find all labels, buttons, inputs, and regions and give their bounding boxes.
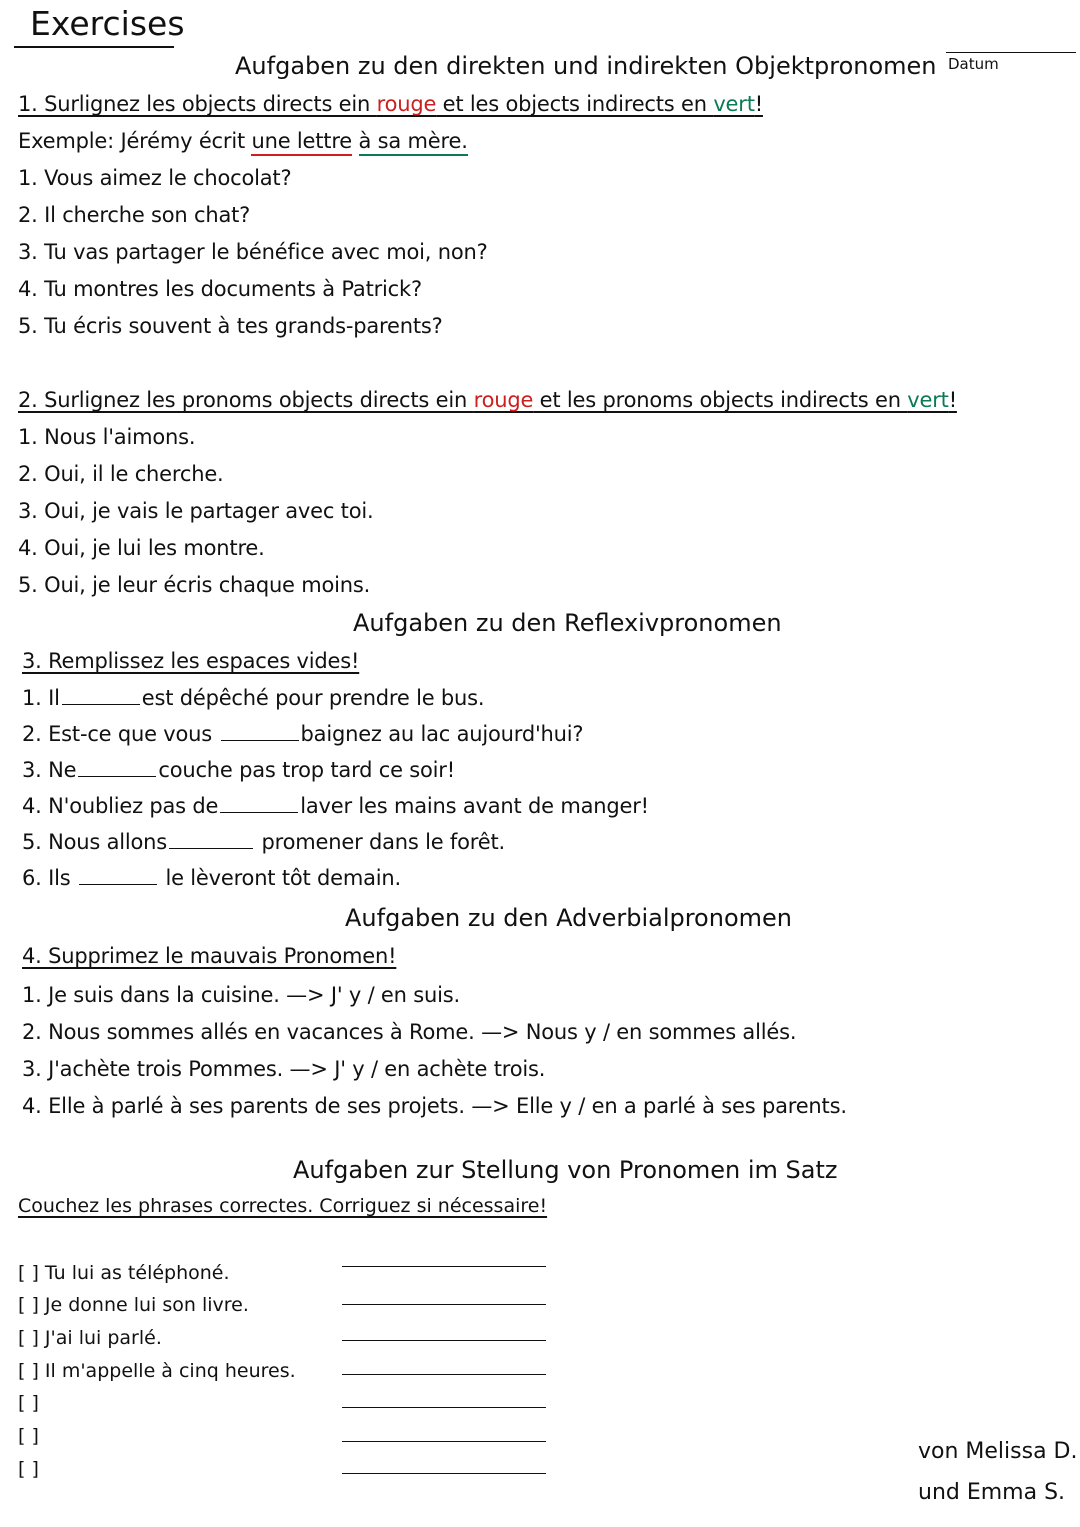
ex1-instr-red: rouge bbox=[376, 92, 437, 116]
ex1-item: 2. Il cherche son chat? bbox=[18, 203, 251, 227]
example-direct-object: une lettre bbox=[251, 129, 352, 156]
ex2-instruction bbox=[18, 388, 957, 412]
title-underline bbox=[14, 46, 174, 48]
fill-blank[interactable] bbox=[78, 760, 156, 777]
ex1-item: 1. Vous aimez le chocolat? bbox=[18, 166, 292, 190]
ex1-instr-end: ! bbox=[754, 92, 763, 116]
fill-blank[interactable] bbox=[62, 688, 140, 705]
ex2-instr-green: vert bbox=[907, 388, 949, 412]
ex2-item: 4. Oui, je lui les montre. bbox=[18, 536, 265, 560]
example-prefix: Exemple: Jérémy écrit bbox=[18, 129, 252, 153]
ex3-item bbox=[22, 866, 401, 890]
ex4-item: 3. J'achète trois Pommes. —> J' y / en achète trois. bbox=[22, 1057, 546, 1081]
ex5-item[interactable]: [ ] bbox=[18, 1425, 39, 1447]
ex3-item bbox=[22, 686, 484, 710]
ex1-instr-mid: et les objects indirects en bbox=[436, 92, 714, 116]
answer-line[interactable] bbox=[342, 1374, 546, 1375]
ex5-item[interactable]: [ ] Tu lui as téléphoné. bbox=[18, 1262, 230, 1284]
ex2-instr-mid: et les pronoms objects indirects en bbox=[533, 388, 908, 412]
ex3-item bbox=[22, 722, 583, 746]
ex3-pre: 2. Est-ce que vous bbox=[22, 722, 213, 746]
ex5-item[interactable]: [ ] J'ai lui parlé. bbox=[18, 1327, 162, 1349]
ex2-instr-end: ! bbox=[948, 388, 957, 412]
answer-line[interactable] bbox=[342, 1340, 546, 1341]
ex3-post: le lèveront tôt demain. bbox=[158, 866, 402, 890]
date-label: Datum bbox=[948, 55, 999, 73]
section-heading-stellung: Aufgaben zur Stellung von Pronomen im Satz bbox=[293, 1156, 838, 1184]
ex1-instruction bbox=[18, 92, 763, 116]
ex3-pre: 1. Il bbox=[22, 686, 60, 710]
fill-blank[interactable] bbox=[79, 868, 157, 885]
ex3-item bbox=[22, 830, 505, 854]
ex2-item: 5. Oui, je leur écris chaque moins. bbox=[18, 573, 371, 597]
ex3-item bbox=[22, 794, 649, 818]
author-line-2: und Emma S. bbox=[918, 1480, 1066, 1505]
fill-blank[interactable] bbox=[221, 724, 299, 741]
section-heading-adverbialpronomen: Aufgaben zu den Adverbialpronomen bbox=[345, 904, 792, 932]
ex4-item: 1. Je suis dans la cuisine. —> J' y / en suis. bbox=[22, 983, 460, 1007]
section-heading-reflexivpronomen: Aufgaben zu den Reflexivpronomen bbox=[353, 609, 782, 637]
answer-line[interactable] bbox=[342, 1473, 546, 1474]
answer-line[interactable] bbox=[342, 1266, 546, 1267]
ex3-post: laver les mains avant de manger! bbox=[300, 794, 649, 818]
example-indirect-object: à sa mère. bbox=[359, 129, 468, 156]
ex2-item: 1. Nous l'aimons. bbox=[18, 425, 196, 449]
ex1-example bbox=[18, 129, 468, 153]
ex1-item: 3. Tu vas partager le bénéfice avec moi, non? bbox=[18, 240, 488, 264]
date-line bbox=[946, 52, 1076, 53]
ex5-item[interactable]: [ ] bbox=[18, 1458, 39, 1480]
ex4-item: 2. Nous sommes allés en vacances à Rome. —> Nous y / en sommes allés. bbox=[22, 1020, 797, 1044]
ex3-pre: 6. Ils bbox=[22, 866, 71, 890]
ex2-item: 3. Oui, je vais le partager avec toi. bbox=[18, 499, 374, 523]
ex2-item: 2. Oui, il le cherche. bbox=[18, 462, 224, 486]
ex3-instruction: 3. Remplissez les espaces vides! bbox=[22, 649, 360, 673]
ex3-pre: 5. Nous allons bbox=[22, 830, 168, 854]
ex3-item bbox=[22, 758, 455, 782]
author-line-1: von Melissa D. bbox=[918, 1439, 1078, 1464]
ex5-instruction: Couchez les phrases correctes. Corriguez si nécessaire! bbox=[18, 1195, 548, 1217]
ex3-post: est dépêché pour prendre le bus. bbox=[141, 686, 485, 710]
ex3-post: couche pas trop tard ce soir! bbox=[158, 758, 455, 782]
answer-line[interactable] bbox=[342, 1441, 546, 1442]
answer-line[interactable] bbox=[342, 1304, 546, 1305]
ex3-post: promener dans le forêt. bbox=[255, 830, 505, 854]
fill-blank[interactable] bbox=[169, 832, 253, 849]
ex4-item: 4. Elle à parlé à ses parents de ses projets. —> Elle y / en a parlé à ses parents. bbox=[22, 1094, 847, 1118]
ex3-post: baignez au lac aujourd'hui? bbox=[300, 722, 584, 746]
ex5-item[interactable]: [ ] Il m'appelle à cinq heures. bbox=[18, 1360, 296, 1382]
ex1-instr-pre: 1. Surlignez les objects directs ein bbox=[18, 92, 377, 116]
ex1-instr-green: vert bbox=[713, 92, 755, 116]
ex3-pre: 4. N'oubliez pas de bbox=[22, 794, 219, 818]
ex2-instr-pre: 2. Surlignez les pronoms objects directs ein bbox=[18, 388, 474, 412]
ex2-instr-red: rouge bbox=[473, 388, 534, 412]
section-heading-objektpronomen: Aufgaben zu den direkten und indirekten Objektpronomen bbox=[235, 52, 937, 80]
page-title: Exercises bbox=[30, 4, 185, 43]
ex5-item[interactable]: [ ] Je donne lui son livre. bbox=[18, 1294, 249, 1316]
fill-blank[interactable] bbox=[220, 796, 298, 813]
ex5-item[interactable]: [ ] bbox=[18, 1392, 39, 1414]
ex1-item: 5. Tu écris souvent à tes grands-parents? bbox=[18, 314, 443, 338]
ex4-instruction: 4. Supprimez le mauvais Pronomen! bbox=[22, 944, 397, 968]
answer-line[interactable] bbox=[342, 1407, 546, 1408]
ex1-item: 4. Tu montres les documents à Patrick? bbox=[18, 277, 422, 301]
ex3-pre: 3. Ne bbox=[22, 758, 77, 782]
